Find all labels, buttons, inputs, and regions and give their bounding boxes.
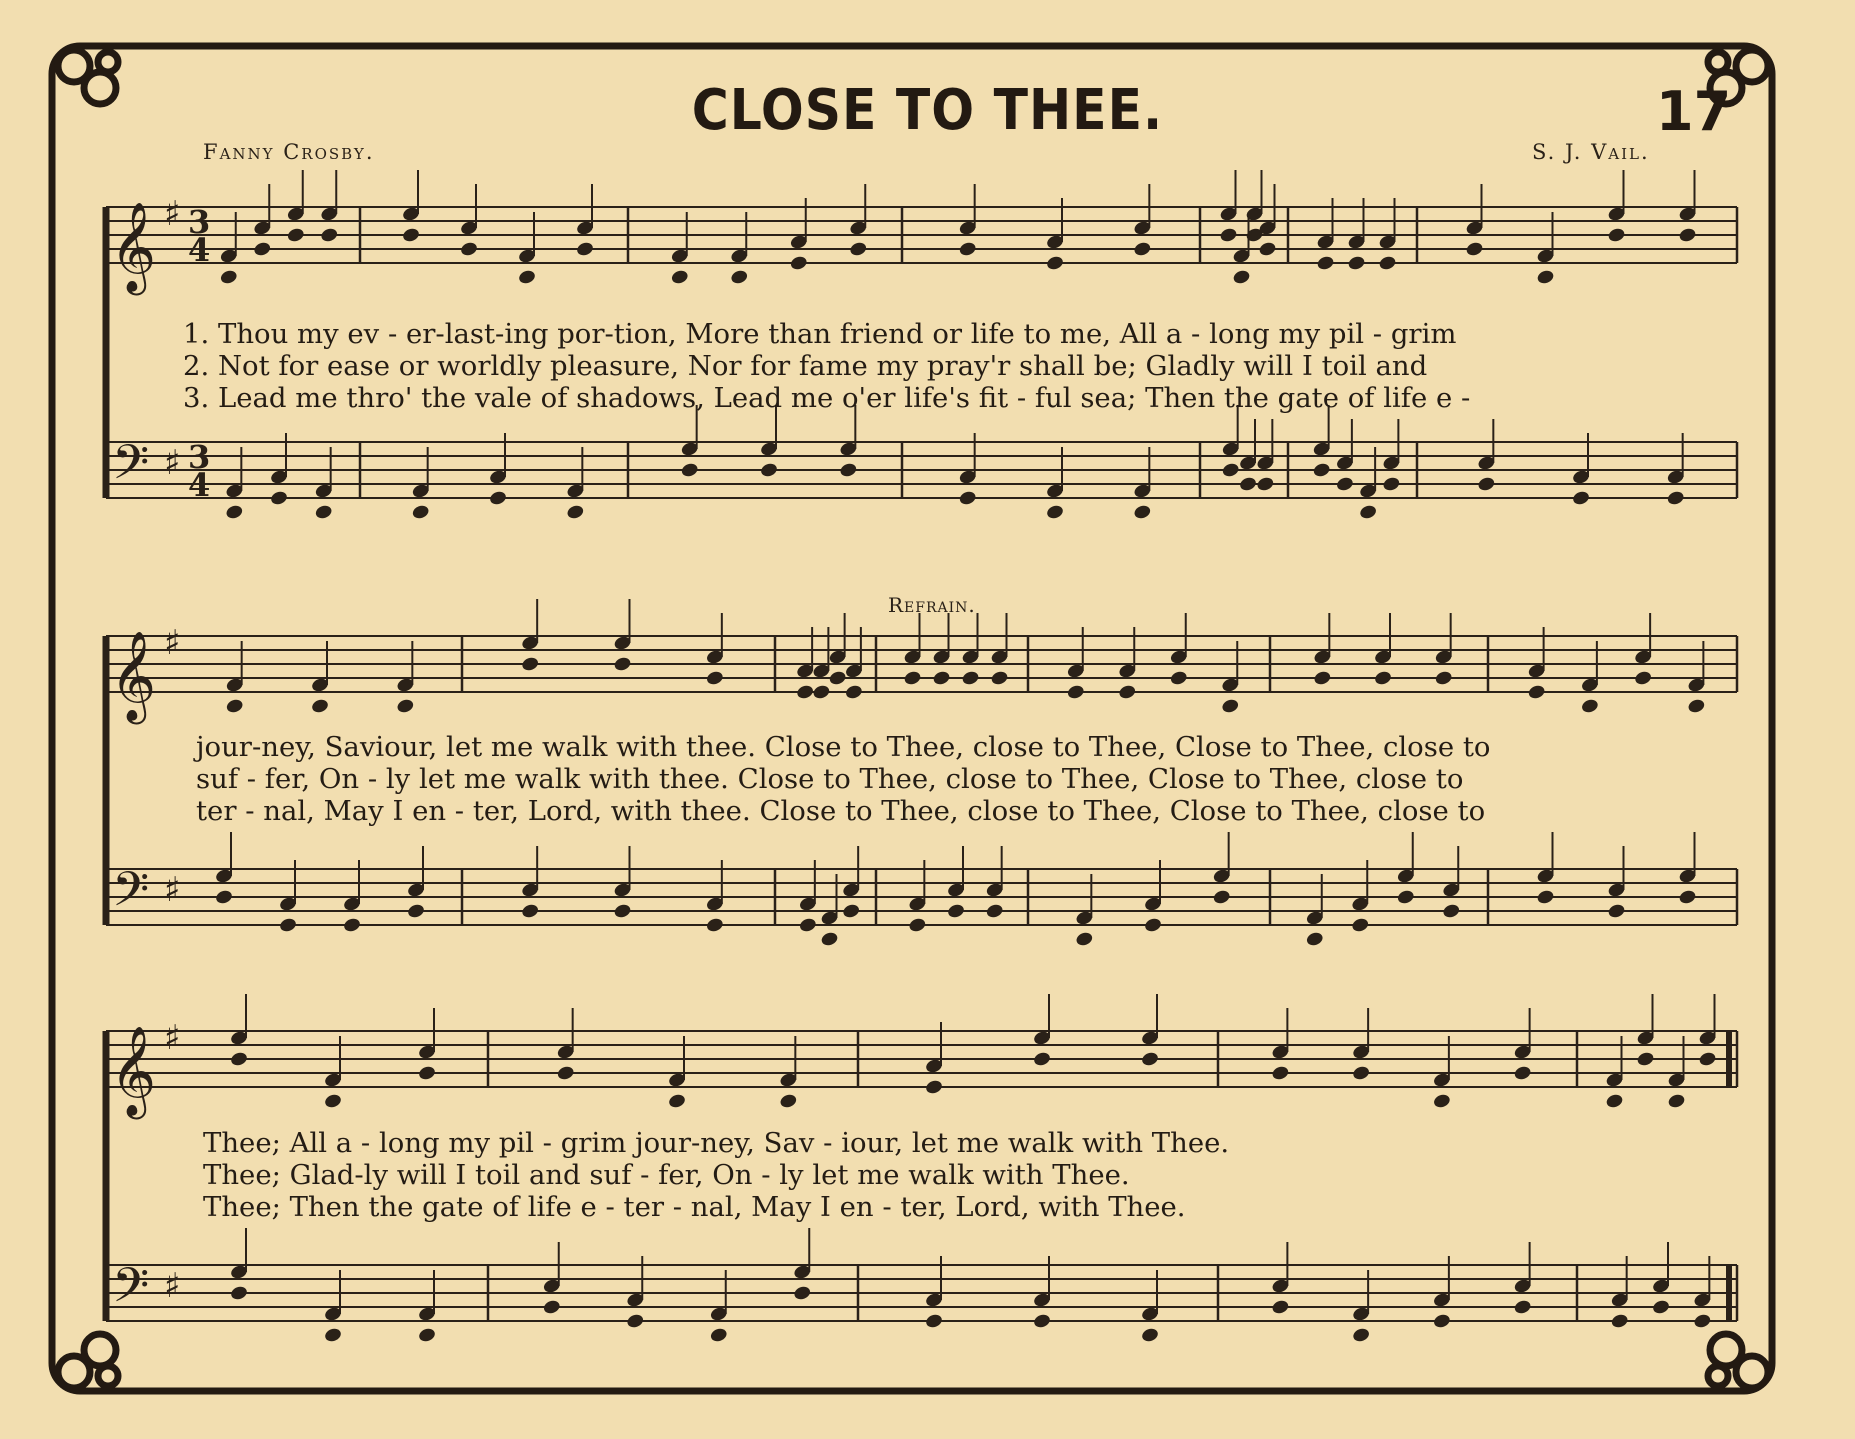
refrain-label: Refrain. <box>888 593 976 617</box>
note-head <box>219 269 238 286</box>
note-head <box>1432 1313 1451 1330</box>
note-head <box>1133 504 1152 521</box>
note-head <box>1477 476 1496 493</box>
bass-clef: 𝄢 <box>112 861 150 929</box>
note-head <box>626 1313 645 1330</box>
note-head <box>1678 889 1697 906</box>
verse-1-line: Thee; All a - long my pil - grim jour-ney, Sav - iour, let me walk with Thee. <box>203 1127 1230 1159</box>
note-head <box>908 917 927 934</box>
note-head <box>924 1079 943 1096</box>
note-head <box>575 241 594 258</box>
treble-clef: 𝄞 <box>110 1026 157 1116</box>
note-head <box>401 227 420 244</box>
note-head <box>1118 684 1137 701</box>
note-head <box>396 698 415 715</box>
note-head <box>839 462 858 479</box>
time-signature-top: 3 <box>188 203 211 241</box>
note-head <box>459 241 478 258</box>
lyrics-system-1 <box>183 318 1470 414</box>
note-head <box>613 903 632 920</box>
note-head <box>286 227 305 244</box>
note-head <box>417 1065 436 1082</box>
note-head <box>1140 1327 1159 1344</box>
verse-3-line: Thee; Then the gate of life e - ter - nal, May I en - ter, Lord, with Thee. <box>203 1191 1186 1223</box>
note-head <box>903 670 922 687</box>
note-head <box>1221 698 1240 715</box>
key-signature-sharp: ♯ <box>164 194 181 234</box>
note-head <box>1396 889 1415 906</box>
note-head <box>323 1093 342 1110</box>
note-head <box>730 269 749 286</box>
note-head <box>1527 684 1546 701</box>
note-head <box>1434 670 1453 687</box>
note-head <box>1513 1299 1532 1316</box>
note-head <box>985 903 1004 920</box>
note-head <box>961 670 980 687</box>
note-head <box>1335 476 1354 493</box>
note-head <box>253 241 272 258</box>
note-head <box>1536 269 1555 286</box>
note-head <box>1045 504 1064 521</box>
hymn-title: CLOSE TO THEE. <box>691 78 1164 143</box>
note-head <box>320 227 339 244</box>
note-head <box>417 1327 436 1344</box>
note-head <box>932 670 951 687</box>
note-head <box>1607 903 1626 920</box>
note-head <box>680 462 699 479</box>
note-head <box>1143 917 1162 934</box>
note-head <box>1513 1065 1532 1082</box>
note-head <box>225 504 244 521</box>
note-head <box>1238 476 1257 493</box>
note-head <box>1305 931 1324 948</box>
note-head <box>946 903 965 920</box>
time-signature-bottom: 4 <box>188 466 211 504</box>
note-head <box>705 670 724 687</box>
note-head <box>1607 227 1626 244</box>
note-head <box>314 504 333 521</box>
author-credit: Fanny Crosby. <box>203 140 375 164</box>
note-head <box>828 670 847 687</box>
note-head <box>1634 670 1653 687</box>
note-head <box>1133 241 1152 258</box>
note-head <box>1667 1093 1686 1110</box>
verse-2-line: suf - fer, On - ly let me walk with thee. Close to Thee, close to Thee, Close to Thee, close to <box>196 763 1464 795</box>
note-head <box>1687 698 1706 715</box>
note-head <box>229 1051 248 1068</box>
verse-2-line: 2. Not for ease or worldly pleasure, Nor for fame my pray'r shall be; Gladly will I toil and <box>183 350 1428 382</box>
lyrics-system-2 <box>196 731 1490 827</box>
note-head <box>1271 1299 1290 1316</box>
note-head <box>1580 698 1599 715</box>
note-head <box>1698 1051 1717 1068</box>
note-head <box>812 684 831 701</box>
page-number: 17 <box>1656 80 1732 143</box>
note-head <box>406 903 425 920</box>
note-head <box>269 490 288 507</box>
note-head <box>1347 255 1366 272</box>
note-head <box>796 684 815 701</box>
note-head <box>1610 1313 1629 1330</box>
verse-1-line: 1. Thou my ev - er-last-ing por-tion, More than friend or life to me, All a - long my pil - grim <box>183 318 1457 350</box>
note-head <box>278 917 297 934</box>
note-head <box>798 917 817 934</box>
note-head <box>793 1285 812 1302</box>
note-head <box>1256 476 1275 493</box>
note-head <box>1221 462 1240 479</box>
note-head <box>1359 504 1378 521</box>
note-head <box>849 241 868 258</box>
note-head <box>1465 241 1484 258</box>
note-head <box>1271 1065 1290 1082</box>
note-head <box>1382 476 1401 493</box>
note-head <box>958 241 977 258</box>
note-head <box>517 269 536 286</box>
note-head <box>1378 255 1397 272</box>
note-head <box>1140 1051 1159 1068</box>
note-head <box>1232 269 1251 286</box>
note-head <box>1212 889 1231 906</box>
note-head <box>1066 684 1085 701</box>
note-head <box>1605 1093 1624 1110</box>
composer-credit: S. J. Vail. <box>1532 140 1650 164</box>
note-head <box>842 903 861 920</box>
note-head <box>1075 931 1094 948</box>
time-signature-bottom: 4 <box>188 231 211 269</box>
note-head <box>1693 1313 1712 1330</box>
note-head <box>1432 1093 1451 1110</box>
key-signature-sharp: ♯ <box>164 1018 181 1058</box>
treble-clef: 𝄞 <box>110 631 157 721</box>
key-signature-sharp: ♯ <box>164 870 181 910</box>
note-head <box>1032 1051 1051 1068</box>
note-head <box>1352 1065 1371 1082</box>
key-signature-sharp: ♯ <box>164 1266 181 1306</box>
note-head <box>1373 670 1392 687</box>
note-head <box>1351 917 1370 934</box>
note-head <box>225 698 244 715</box>
treble-clef: 𝄞 <box>110 202 157 292</box>
note-head <box>1312 462 1331 479</box>
verse-2-line: Thee; Glad-ly will I toil and suf - fer, On - ly let me walk with Thee. <box>203 1159 1130 1191</box>
key-signature-sharp: ♯ <box>164 443 181 483</box>
note-head <box>1313 670 1332 687</box>
note-head <box>958 490 977 507</box>
note-head <box>1032 1313 1051 1330</box>
note-head <box>844 684 863 701</box>
note-head <box>1651 1299 1670 1316</box>
verse-3-line: ter - nal, May I en - ter, Lord, with thee. Close to Thee, close to Thee, Close to Thee, close to <box>196 795 1486 827</box>
note-head <box>1352 1327 1371 1344</box>
note-head <box>1678 227 1697 244</box>
note-head <box>310 698 329 715</box>
note-head <box>1571 490 1590 507</box>
note-head <box>789 255 808 272</box>
verse-1-line: jour-ney, Saviour, let me walk with thee. Close to Thee, close to Thee, Close to Thee, close to <box>196 731 1491 763</box>
note-head <box>779 1093 798 1110</box>
note-head <box>521 903 540 920</box>
note-head <box>1316 255 1335 272</box>
note-head <box>705 917 724 934</box>
note-head <box>667 1093 686 1110</box>
note-head <box>521 656 540 673</box>
note-head <box>1169 670 1188 687</box>
note-head <box>1219 227 1238 244</box>
bass-clef: 𝄢 <box>112 1257 150 1325</box>
note-head <box>229 1285 248 1302</box>
note-head <box>670 269 689 286</box>
note-head <box>1442 903 1461 920</box>
note-head <box>1045 255 1064 272</box>
note-head <box>1536 889 1555 906</box>
note-head <box>323 1327 342 1344</box>
note-head <box>214 889 233 906</box>
note-head <box>990 670 1009 687</box>
note-head <box>613 656 632 673</box>
note-head <box>709 1327 728 1344</box>
note-head <box>1666 490 1685 507</box>
note-head <box>759 462 778 479</box>
key-signature-sharp: ♯ <box>164 623 181 663</box>
bass-clef: 𝄢 <box>112 434 150 502</box>
note-head <box>411 504 430 521</box>
note-head <box>566 504 585 521</box>
lyrics-system-3 <box>203 1127 1229 1223</box>
note-head <box>820 931 839 948</box>
note-head <box>924 1313 943 1330</box>
note-head <box>1258 241 1277 258</box>
time-signature-top: 3 <box>188 438 211 476</box>
note-head <box>342 917 361 934</box>
note-head <box>488 490 507 507</box>
note-head <box>556 1065 575 1082</box>
note-head <box>1636 1051 1655 1068</box>
note-head <box>542 1299 561 1316</box>
verse-3-line: 3. Lead me thro' the vale of shadows, Lead me o'er life's fit - ful sea; Then the gate of life e - <box>183 382 1471 414</box>
